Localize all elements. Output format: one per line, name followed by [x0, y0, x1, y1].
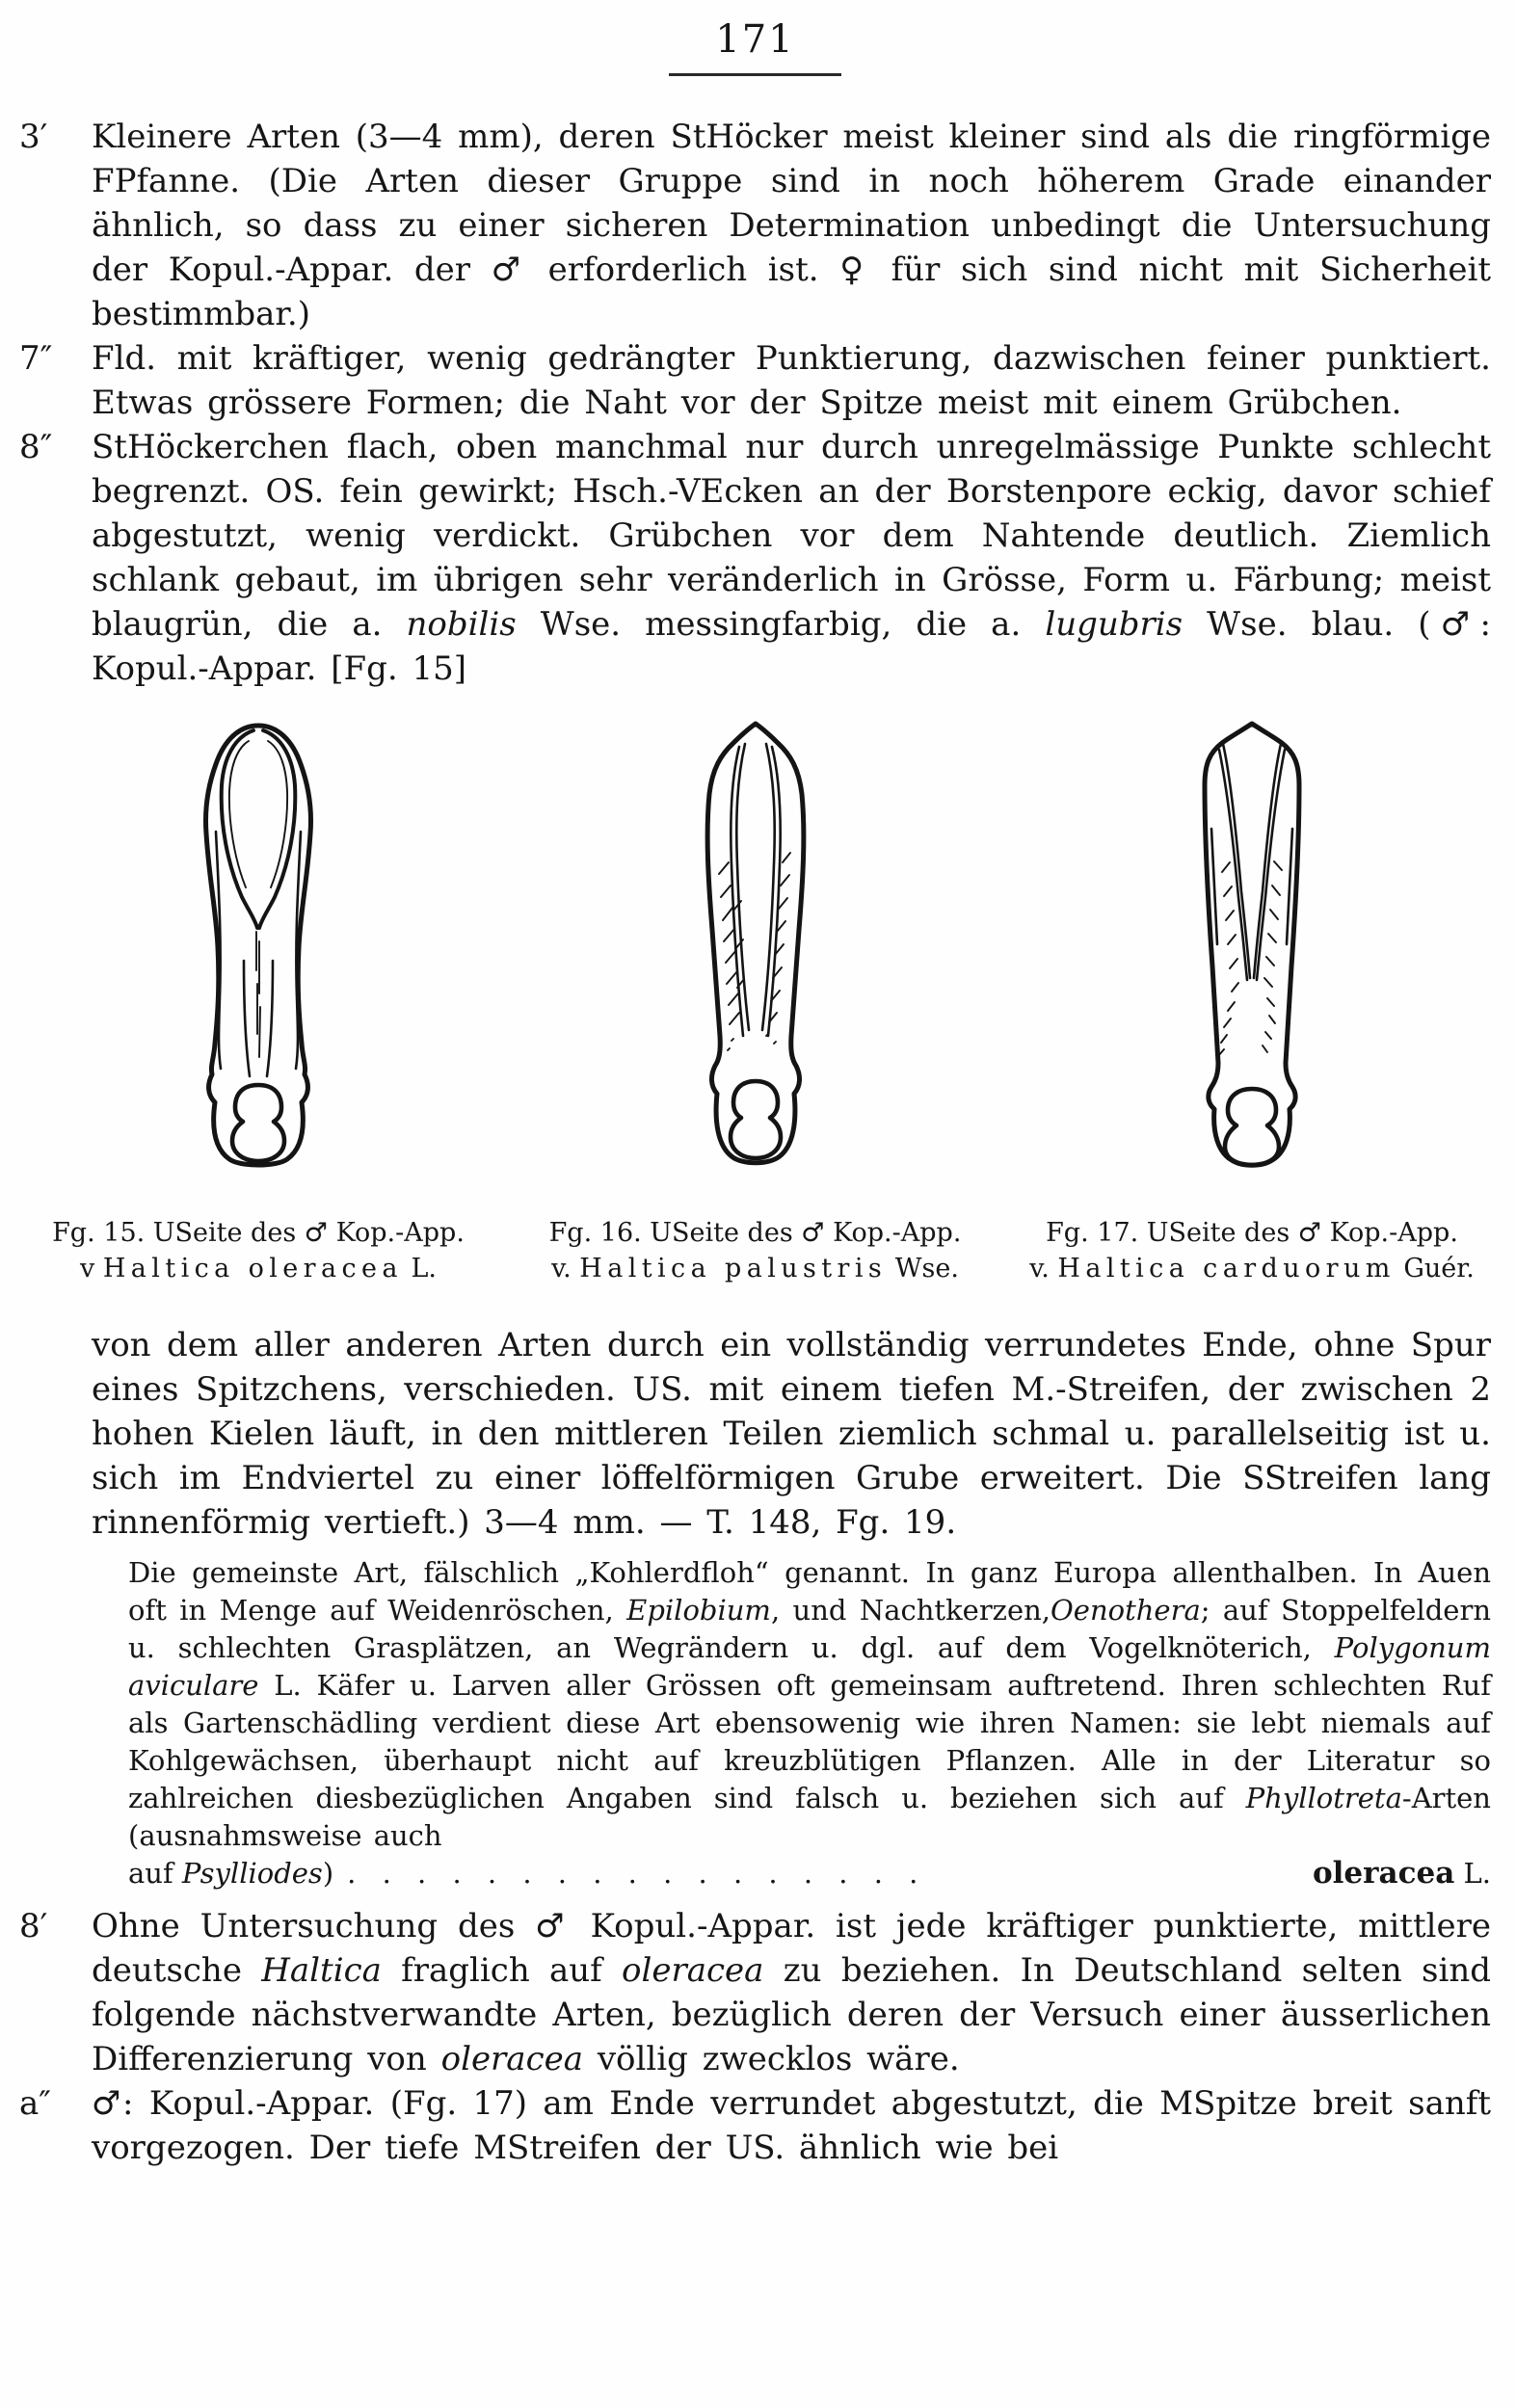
key-item-text: Fld. mit kräftiger, wenig gedrängter Punktierung, dazwischen feiner punktiert. Etwas grössere Formen; die Naht vor der Spitze meist mit einem Grübchen.	[92, 339, 1491, 422]
determination-key-bottom	[19, 1904, 1491, 2170]
figure-17-caption-line2: v. Haltica carduorum Guér.	[1029, 1254, 1475, 1283]
key-item-8prime	[19, 1904, 1491, 2081]
figure-17	[1021, 718, 1483, 1286]
key-item-8doubleprime	[19, 425, 1491, 691]
key-item-3prime	[19, 115, 1491, 336]
key-item-label: 8′	[19, 1907, 48, 1945]
key-item-text: ♂: Kopul.-Appar. (Fg. 17) am Ende verrundet abgestutzt, die MSpitze breit sanft vorgezogen. Der tiefe MStreifen der US. ähnlich wie bei	[92, 2084, 1491, 2167]
continuation-paragraph: von dem aller anderen Arten durch ein vollständig verrundetes Ende, ohne Spur eines Spitzchens, verschieden. US. mit einem tiefen M.-Streifen, der zwischen 2 hohen Kielen läuft, in den mittleren Teilen ziemlich schmal u. parallelseitig ist u. sich im Endviertel zu einer löffelförmigen Grube erweitert. Die SStreifen lang rinnenförmig vertieft.) 3—4 mm. — T. 148, Fg. 19.	[92, 1326, 1491, 1542]
figures-row	[19, 718, 1491, 1286]
key-item-text: StHöckerchen flach, oben manchmal nur durch unregelmässige Punkte schlecht begrenzt. OS. fein gewirkt; Hsch.-VEcken an der Borstenpore eckig, davor schief abgestutzt, wenig verdickt. Grübchen vor dem Nahtende deutlich. Ziemlich schlank gebaut, im übrigen sehr veränderlich in Grösse, Form u. Färbung; meist blaugrün, die a. nobilis Wse. messingfarbig, die a. lugubris Wse. blau. (♂: Kopul.-Appar. [Fg. 15]	[92, 428, 1492, 688]
figure-15-caption-line1: Fg. 15. USeite des ♂ Kop.-App.	[52, 1218, 465, 1248]
key-item-label: 3′	[19, 118, 48, 156]
figure-16-drawing	[683, 718, 828, 1171]
figure-15	[27, 718, 490, 1286]
key-item-text: Kleinere Arten (3—4 mm), deren StHöcker meist kleiner sind als die ringförmige FPfanne. (Die Arten dieser Gruppe sind in noch höherem Grade einander ähnlich, so dass zu einer sicheren Determination unbedingt die Untersuchung der Kopul.-Appar. der ♂ erforderlich ist. ♀ für sich sind nicht mit Sicherheit bestimmbar.)	[92, 118, 1492, 333]
page-number: 171	[669, 17, 840, 76]
page-header	[19, 17, 1491, 76]
species-account-paragraph: Die gemeinste Art, fälschlich „Kohlerdfloh“ genannt. In ganz Europa allenthalben. In Auen oft in Menge auf Weidenröschen, Epilobium, und Nachtkerzen,Oenothera; auf Stoppelfeldern u. schlechten Grasplätzen, an Wegrändern u. dgl. auf dem Vogelknöterich, Polygonum aviculare L. Käfer u. Larven aller Grössen oft gemeinsam auftretend. Ihren schlechten Ruf als Gartenschädling verdient diese Art ebensowenig wie ihren Namen: sie lebt niemals auf Kohlgewächsen, überhaupt nicht auf kreuzblütigen Pflanzen. Alle in der Literatur so zahlreichen diesbezüglichen Angaben sind falsch u. beziehen sich auf Phyllotreta-Arten (ausnahmsweise auch	[128, 1556, 1491, 1852]
figure-16	[524, 718, 987, 1286]
figure-17-caption-line1: Fg. 17. USeite des ♂ Kop.-App.	[1046, 1218, 1458, 1248]
key-item-a-doubleprime	[19, 2081, 1491, 2170]
species-result-line: auf Psylliodes ) . . . . . . . . . . . . . . . . . oleracea L.	[128, 1856, 1491, 1891]
key-item-label: 7″	[19, 339, 53, 378]
key-item-label: 8″	[19, 428, 53, 466]
figure-17-drawing	[1180, 718, 1324, 1171]
key-item-text: Ohne Untersuchung des ♂ Kopul.-Appar. ist jede kräftiger punktierte, mittlere deutsche Haltica fraglich auf oleracea zu beziehen. In Deutschland selten sind folgende nächstverwandte Arten, bezüglich deren der Versuch einer äusserlichen Differenzierung von oleracea völlig zwecklos wäre.	[92, 1907, 1492, 2078]
figure-15-caption-line2: v Haltica oleracea L.	[80, 1254, 437, 1283]
key-item-7doubleprime	[19, 336, 1491, 425]
figure-15-drawing	[186, 718, 331, 1171]
figure-16-caption-line2: v. Haltica palustris Wse.	[551, 1254, 959, 1283]
key-item-label: a″	[19, 2084, 51, 2123]
determination-key-top	[19, 115, 1491, 691]
figure-16-caption-line1: Fg. 16. USeite des ♂ Kop.-App.	[548, 1218, 962, 1248]
